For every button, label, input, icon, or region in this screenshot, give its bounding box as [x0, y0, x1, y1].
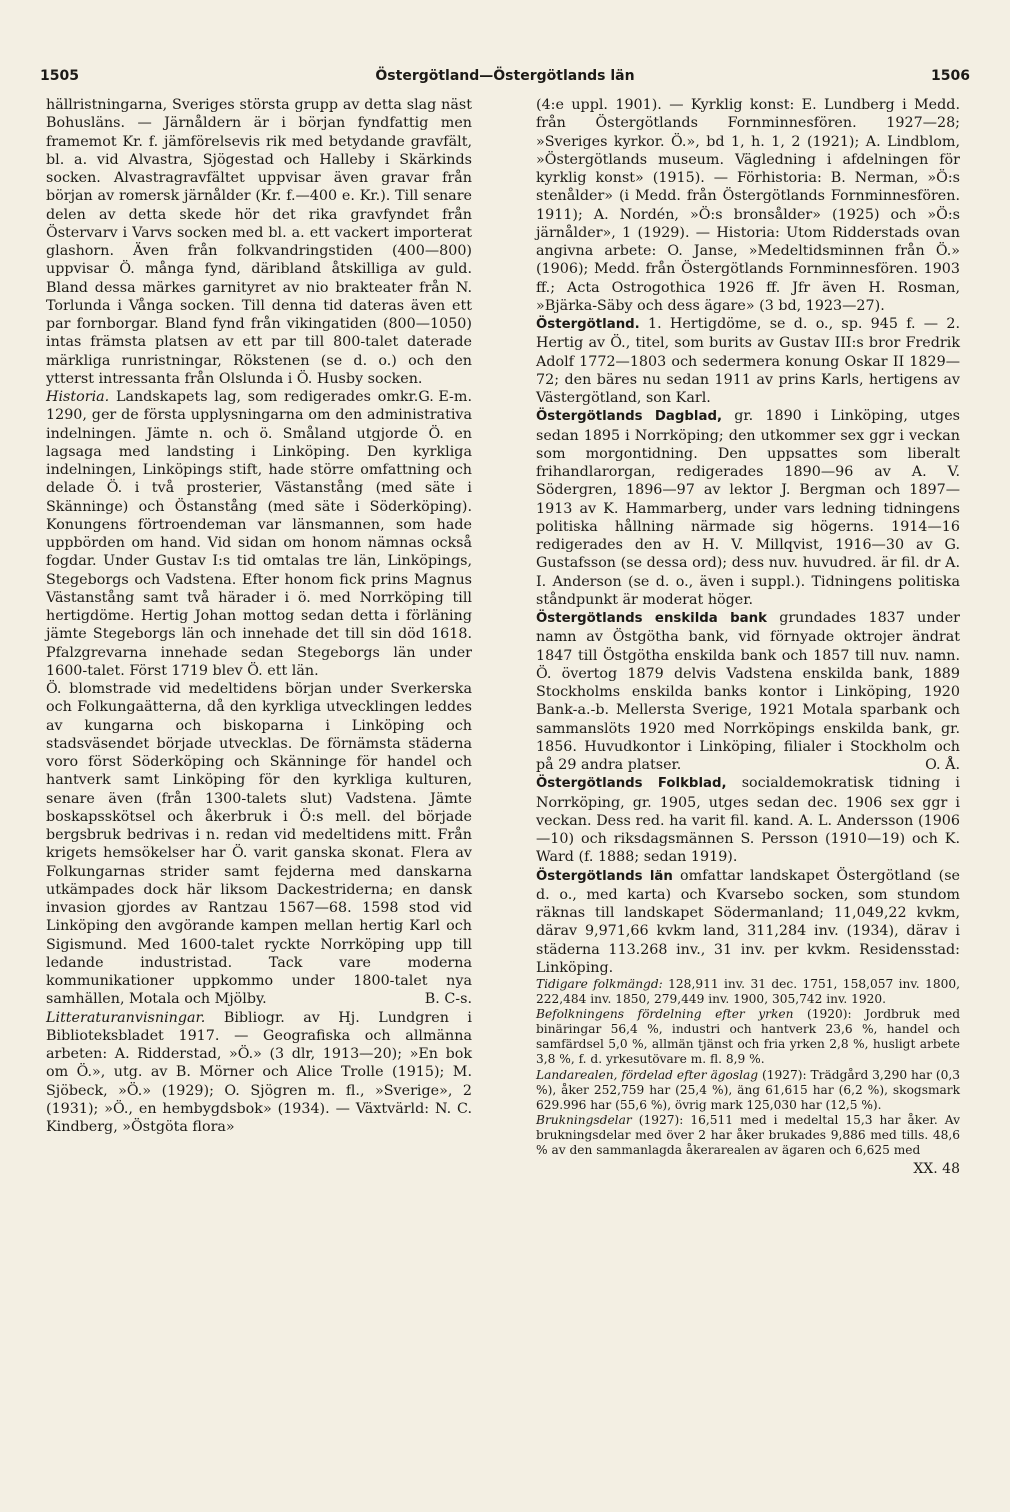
statistics-paragraph: [536, 1007, 960, 1067]
paragraph-text: hällristningarna, Sveriges största grupp av detta slag näst Bohusläns. — Järnåldern är i början fyndfattig men framemot Kr. f. jämförelsevis rik med betydande gravfält, bl. a. vid Alvastra, Sjögestad och Halleby i Skärkinds socken. Alvastragravfältet uppvisar även gravar från början av romersk järnålder (Kr. f.—400 e. Kr.). Till senare delen av detta skede hör det rika gravfyndet från Östervarv i Varvs socken med bl. a. ett vackert importerat glashorn. Även från folkvandringstiden (400—800) uppvisar Ö. många fynd, däribland åtskilliga av guld. Bland dessa märkes garnityret av nio brakteater från N. Torlunda i Vånga socken. Till denna tid dateras även ett par fornborgar. Bland fynd från vikingatiden (800—1050) intas främsta platsen av ett par till 800-talet daterade märkliga runristningar, Rökstenen (se d. o.) och den ytterst intressanta från Olslunda i Ö. Husby socken.: [46, 97, 472, 387]
author-signature: G. E-m.: [418, 389, 472, 405]
entry-headword: Östergötlands län: [536, 868, 673, 884]
stat-text: (1927): 16,511 med i medeltal 15,3 har åker. Av brukningsdelar med över 2 har åker brukades 9,886 med tills. 48,6 % av den sammanlagda åkerarealen av ägaren och 6,625 med: [536, 1112, 960, 1158]
paragraph: [46, 680, 472, 1009]
paragraph-text: (4:e uppl. 1901). — Kyrklig konst: E. Lundberg i Medd. från Östergötlands Fornminnesfören. 1927—28; »Sveriges kyrkor. Ö.», bd 1, h. 1, 2 (1921); A. Lindblom, »Östergötlands museum. Vägledning i afdelningen för kyrklig konst» (1915). — Förhistoria: B. Nerman, »Ö:s stenålder» (i Medd. från Östergötlands Fornminnesfören. 1911); A. Nordén, »Ö:s bronsålder» (1925) och »Ö:s järnålder», 1 (1929). — Historia: Utom Ridderstads ovan angivna arbete: O. Janse, »Medeltidsminnen från Ö.» (1906); Medd. från Östergötlands Fornminnesfören. 1903 ff.; Acta Ostrogothica 1926 ff. Jfr även H. Rosman, »Bjärka-Säby och dess ägare» (3 bd, 1923—27).: [536, 97, 960, 314]
page-header: [40, 68, 970, 88]
paragraph: [46, 388, 472, 680]
statistics-paragraph: [536, 977, 960, 1007]
entry-text: 1. Hertigdöme, se d. o., sp. 945 f. — 2. Hertig av Ö., titel, som burits av Gustav III:s bror Fredrik Adolf 1772—1803 och sedermera konung Oskar II 1829—72; den bäres nu sedan 1911 av prins Karls, hertigens av Västergötland, son Karl.: [536, 316, 960, 406]
author-signature: B. C-s.: [424, 991, 472, 1008]
statistics-paragraph: [536, 1113, 960, 1158]
signature-mark: XX. 48: [913, 1161, 960, 1178]
entry: [536, 774, 960, 866]
section-lead: Litteraturanvisningar.: [46, 1009, 206, 1026]
paragraph-text: Landskapets lag, som redigerades omkr. 1290, ger de första upplysningarna om den administrativa indelningen. Jämte n. och ö. Småland utgjorde Ö. en lagsaga med landsting i Linköping. Den kyrkliga indelningen, Linköpings stift, hade större omfattning och delade Ö. i två prosterier, Västanstång (med säte i Skänninge) och Östanstång (med säte i Söderköping). Konungens förtroendeman var länsmannen, som hade uppbörden om hand. Vid sidan om honom nämnas också fogdar. Under Gustav I:s tid omtalas tre län, Linköpings, Stegeborgs och Vadstena. Efter honom fick prins Magnus Västanstång samt två härader i ö. med Norrköping till hertigdöme. Hertig Johan mottog sedan detta i förläning jämte Stegeborgs län och innehade det till sin död 1618. Pfalzgrevarna innehade sedan Stegeborgs län under 1600-talet. Först 1719 blev Ö. ett län.: [46, 389, 472, 679]
stat-lead: Tidigare folkmängd:: [536, 977, 663, 991]
stat-text: (1920): Jordbruk med binäringar 56,4 %, industri och hantverk 23,6 %, handel och samfärdsel 5,0 %, allmän tjänst och fria yrken 2,8 %, husligt arbete 3,8 %, f. d. yrkesutövare m. fl. 8,9 %.: [536, 1007, 960, 1067]
entry-headword: Östergötland.: [536, 317, 640, 332]
paragraph-text: Bibliogr. av Hj. Lundgren i Biblioteksbladet 1917. — Geografiska och allmänna arbeten: A. Ridderstad, »Ö.» (3 dlr, 1913—20); »En bok om Ö.», utg. av B. Mörner och Alice Trolle (1915); M. Sjöbeck, »Ö.» (1929); O. Sjögren m. fl., »Sverige», 2 (1931); »Ö., en hembygdsbok» (1934). — Växtvärld: N. C. Kindberg, »Östgöta flora»: [46, 1009, 472, 1135]
entry-headword: Östergötlands Folkblad,: [536, 776, 727, 792]
entry: [536, 867, 960, 978]
entry-text: gr. 1890 i Linköping, utges sedan 1895 i Norrköping; den utkommer sex ggr i veckan som morgontidning. Den uppsattes som liberalt frihandlarorgan, redigerades 1890—96 av A. V. Södergren, 1896—97 av lektor J. Bergman och 1897—1913 av K. Hammarberg, under vars ledning tidningens politiska hållning närmade sig högerns. 1914—16 redigerades den av H. V. Millqvist, 1916—30 av G. Gustafsson (se dessa ord); dess nuv. huvudred. är fil. dr A. I. Anderson (se d. o., även i suppl.). Tidningens politiska ståndpunkt är moderat höger.: [536, 408, 961, 608]
paragraph: [536, 96, 960, 315]
page-number-right: 1506: [931, 68, 970, 84]
running-title: Östergötland—Östergötlands län: [375, 68, 635, 84]
right-column: [536, 96, 960, 1178]
entry-text: socialdemokratisk tidning i Norrköping, gr. 1905, utges sedan dec. 1906 sex ggr i veckan. Dess red. ha varit fil. kand. A. L. Andersson (1906—10) och riksdagsmännen S. Persson (1910—19) och K. Ward (f. 1888; sedan 1919).: [536, 775, 960, 866]
statistics-paragraph: [536, 1068, 960, 1113]
entry-headword: Östergötlands enskilda bank: [536, 611, 767, 626]
entry-text: grundades 1837 under namn av Östgötha bank, vid förnyade oktrojer ändrat 1847 till Östgötha enskilda bank och 1857 till nuv. namn. Ö. övertog 1879 delvis Vadstena enskilda bank, 1889 Stockholms enskilda banks kontor i Linköping, 1920 Bank-a.-b. Mellersta Sverige, 1921 Motala sparbank och sammanslöts 1920 med Norrköpings enskilda bank, gr. 1856. Huvudkontor i Linköping, filialer i Stockholm och på 29 andra platser.: [536, 610, 960, 773]
stat-lead: Landarealen, fördelad efter ägoslag: [536, 1067, 759, 1082]
entry: [536, 315, 960, 407]
author-signature: O. Å.: [925, 757, 960, 773]
stat-text: 128,911 inv. 31 dec. 1751, 158,057 inv. 1800, 222,484 inv. 1850, 279,449 inv. 1900, 305,742 inv. 1920.: [536, 977, 960, 1007]
entry-text: omfattar landskapet Östergötland (se d. o., med karta) och Kvarsebo socken, som stundom räknas till landskapet Södermanland; 11,049,22 kvkm, därav 9,971,66 kvkm land, 311,284 inv. (1934), därav i städerna 113.268 inv., 31 inv. per kvkm. Residensstad: Linköping.: [536, 867, 961, 976]
paragraph: [46, 1009, 472, 1137]
stat-lead: Befolkningens fördelning efter yrken: [536, 1007, 794, 1022]
paragraph-text: Ö. blomstrade vid medeltidens början under Sverkerska och Folkungaätterna, då den kyrkliga utvecklingen leddes av kungarna och biskoparna i Linköping och stadsväsendet började utvecklas. De förnämsta städerna voro först Söderköping och Skänninge för handel och hantverk samt Linköping för den kyrkliga kulturen, senare även (från 1300-talets slut) Vadstena. Jämte boskapsskötsel och åkerbruk i Ö:s mell. del började bergsbruk bedrivas i n. redan vid medeltidens mitt. Från krigets hemsökelser har Ö. varit ganska skonat. Flera av Folkungarnas strider samt fejderna med danskarna utkämpades dock här liksom Dackestriderna; en dansk invasion gjordes av Rantzau 1567—68. 1598 stod vid Linköping den avgörande kampen mellan hertig Karl och Sigismund. Med 1600-talet ryckte Norrköping upp till ledande industristad. Tack vare moderna kommunikationer uppkommo under 1800-talet nya samhällen, Motala och Mjölby.: [46, 681, 472, 1008]
left-column: [46, 96, 472, 1136]
entry-headword: Östergötlands Dagblad,: [536, 409, 723, 425]
section-lead: Historia.: [46, 389, 110, 405]
stat-text: (1927): Trädgård 3,290 har (0,3 %), åker 252,759 har (25,4 %), äng 61,615 har (6,2 %), skogsmark 629.996 har (55,6 %), övrig mark 125,030 har (12,5 %).: [536, 1067, 960, 1112]
page-number-left: 1505: [40, 68, 79, 84]
stat-lead: Brukningsdelar: [536, 1112, 632, 1127]
entry: [536, 407, 960, 609]
entry: [536, 609, 960, 774]
